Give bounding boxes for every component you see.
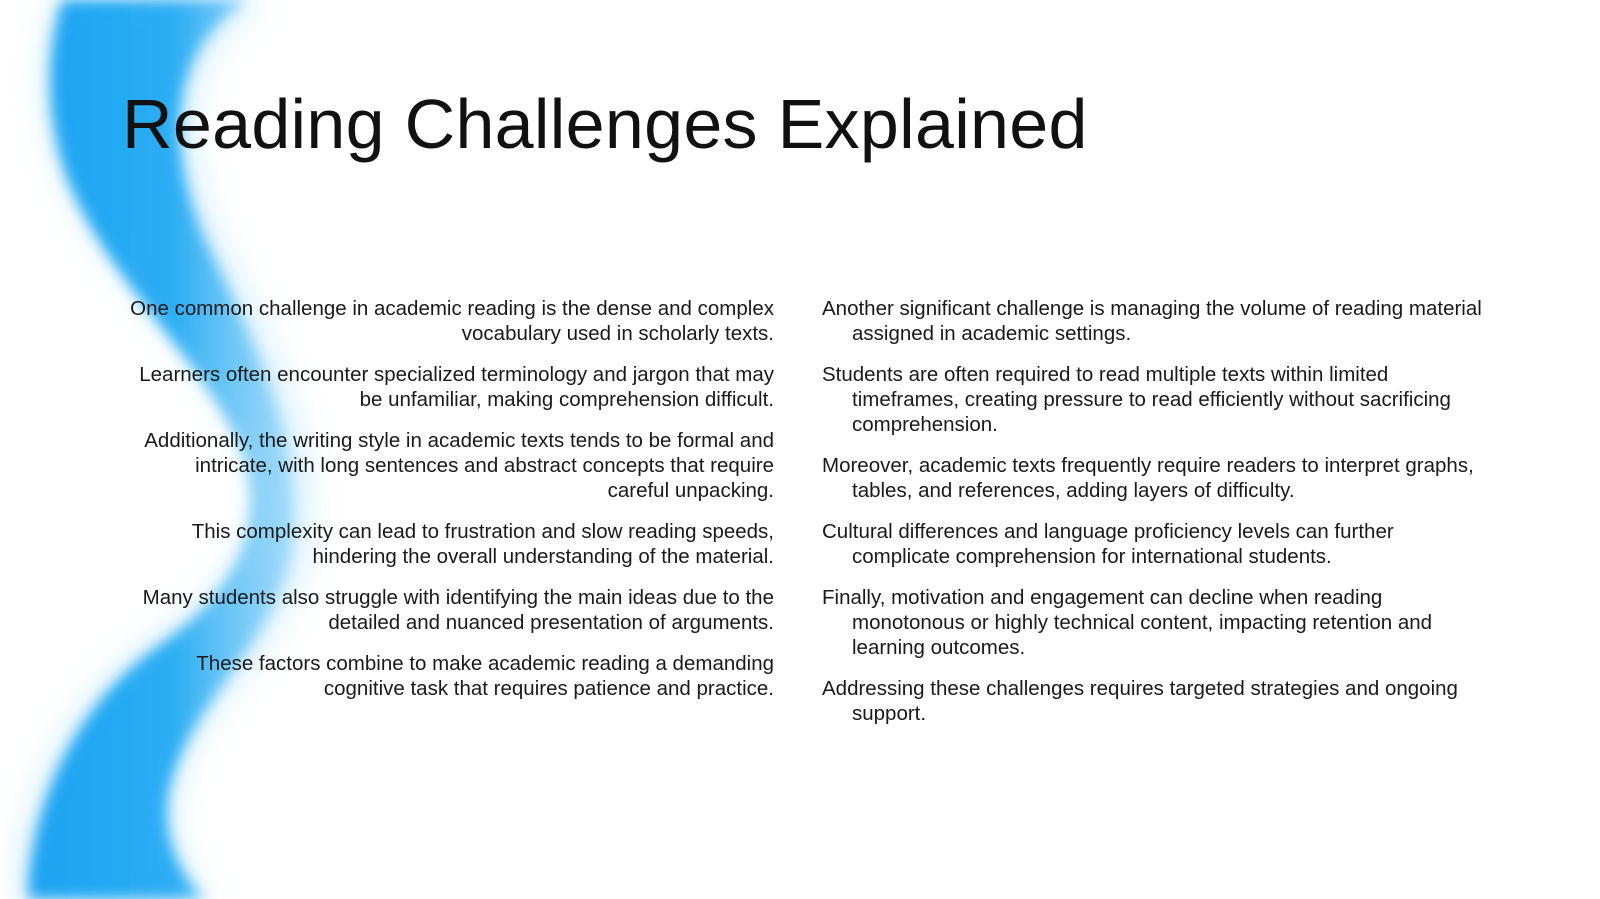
left-paragraph: This complexity can lead to frustration and slow reading speeds, hindering the overall understanding of the material.: [191, 520, 774, 568]
right-paragraph: Addressing these challenges requires targeted strategies and ongoing support.: [822, 677, 1458, 725]
right-paragraph: Students are often required to read multiple texts within limited timeframes, creating pressure to read efficiently without sacrificing comprehension.: [822, 363, 1451, 436]
left-text-column: [130, 296, 774, 717]
right-paragraph: Moreover, academic texts frequently require readers to interpret graphs, tables, and references, adding layers of difficulty.: [822, 454, 1474, 502]
right-paragraph: Finally, motivation and engagement can decline when reading monotonous or highly technical content, impacting retention and learning outcomes.: [822, 586, 1433, 659]
left-paragraph: Learners often encounter specialized terminology and jargon that may be unfamiliar, making comprehension difficult.: [139, 363, 774, 411]
right-paragraph: Another significant challenge is managing the volume of reading material assigned in academic settings.: [822, 297, 1482, 345]
left-paragraph: One common challenge in academic reading is the dense and complex vocabulary used in scholarly texts.: [130, 297, 774, 345]
left-paragraph: Many students also struggle with identifying the main ideas due to the detailed and nuanced presentation of arguments.: [142, 586, 774, 634]
right-text-column: [822, 296, 1482, 742]
right-paragraph: Cultural differences and language proficiency levels can further complicate comprehension for international students.: [822, 520, 1394, 568]
slide-title: Reading Challenges Explained: [122, 85, 1088, 163]
left-paragraph: These factors combine to make academic reading a demanding cognitive task that requires patience and practice.: [196, 652, 774, 700]
left-paragraph: Additionally, the writing style in academic texts tends to be formal and intricate, with long sentences and abstract concepts that require careful unpacking.: [144, 429, 774, 502]
